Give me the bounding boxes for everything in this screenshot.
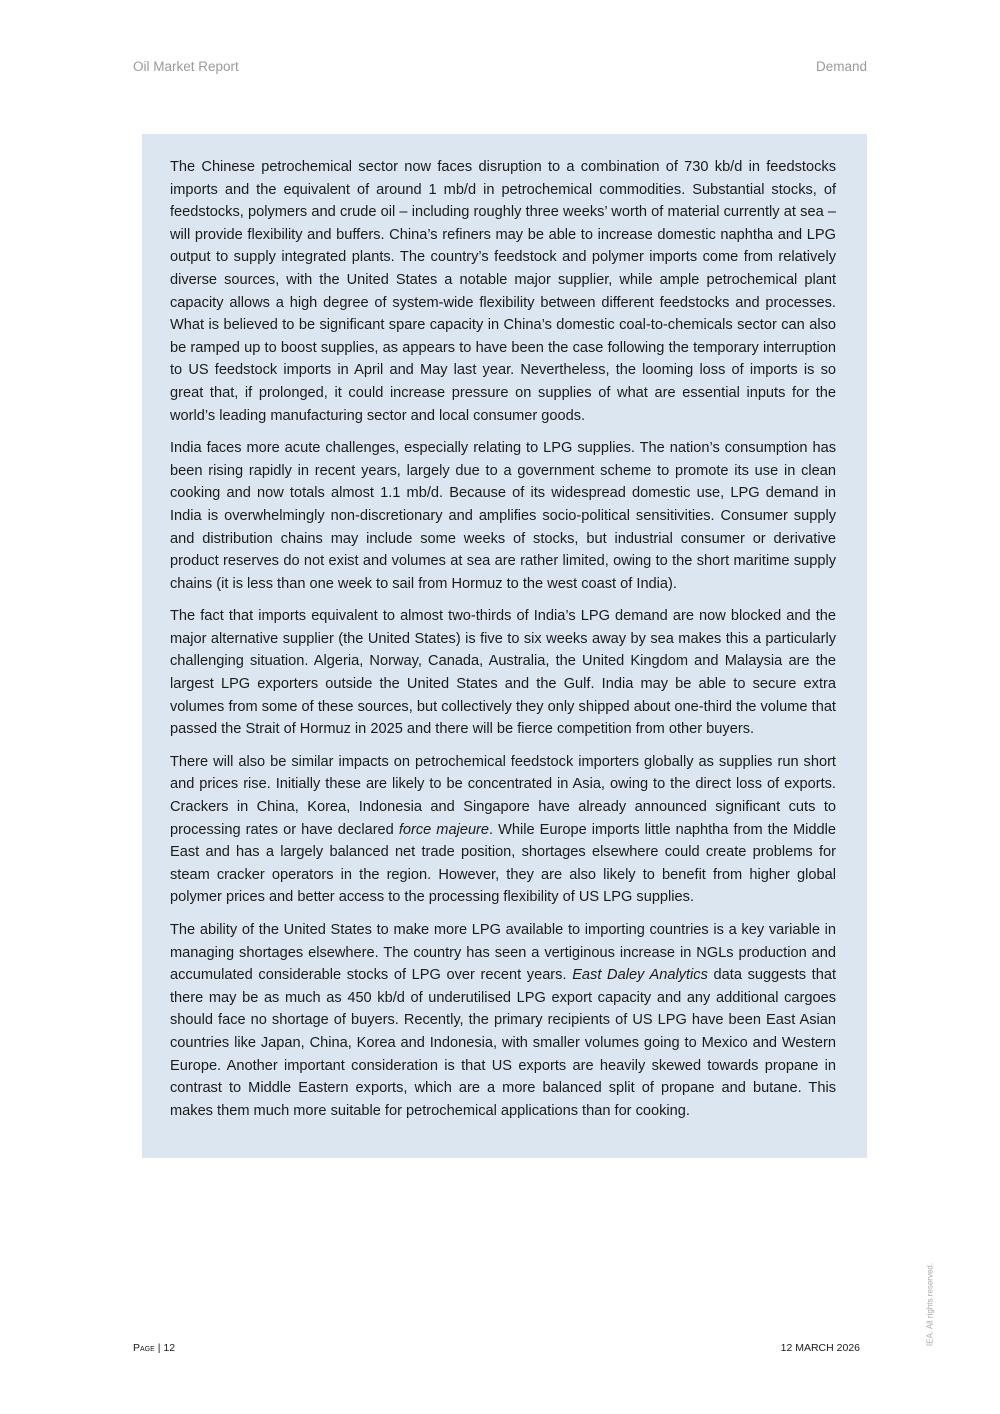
- rights-notice: IEA. All rights reserved.: [925, 1262, 935, 1347]
- highlight-box: [142, 134, 867, 1158]
- paragraph-text: The ability of the United States to make more LPG available to importing countries is a key variable in managing shortages elsewhere. The country has seen a vertiginous increase in NGLs production and accumulated considerable stocks of LPG over recent years.: [170, 922, 836, 984]
- report-title: Oil Market Report: [133, 59, 239, 74]
- page-number: [133, 1342, 175, 1354]
- paragraph-text: . While Europe imports little naphtha from the Middle East and has a largely balanced net trade position, shortages elsewhere could create problems for steam cracker operators in the region. However, they are also likely to benefit from higher global polymer prices and better access to the processing flexibility of US LPG supplies.: [170, 821, 836, 906]
- italic-term: force majeure: [398, 821, 490, 838]
- page-number-value: 12: [163, 1342, 176, 1354]
- paragraph-india-imports: The fact that imports equivalent to almost two-thirds of India’s LPG demand are now blocked and the major alternative supplier (the United States) is five to six weeks away by sea makes this a particularly challenging situation. Algeria, Norway, Canada, Australia, the United Kingdom and Malaysia are the largest LPG exporters outside the United States and the Gulf. India may be able to secure extra volumes from some of these sources, but collectively they only shipped about one-third the volume that passed the Strait of Hormuz in 2025 and there will be fierce competition from other buyers.: [170, 608, 836, 738]
- page-separator: |: [154, 1342, 164, 1354]
- paragraph-china: The Chinese petrochemical sector now faces disruption to a combination of 730 kb/d in feedstocks imports and the equivalent of around 1 mb/d in petrochemical commodities. Substantial stocks, of feedstocks, polymers and crude oil – including roughly three weeks’ worth of material currently at sea – will provide flexibility and buffers. China’s refiners may be able to increase domestic naphtha and LPG output to supply integrated plants. The country’s feedstock and polymer imports come from relatively diverse sources, with the United States a notable major supplier, while ample petrochemical plant capacity allows a high degree of system-wide flexibility between different feedstocks and processes. What is believed to be significant spare capacity in China’s domestic coal-to-chemicals sector can also be ramped up to boost supplies, as appears to have been the case following the temporary interruption to US feedstock imports in April and May last year. Nevertheless, the looming loss of imports is so great that, if prolonged, it could increase pressure on supplies of what are essential inputs for the world’s leading manufacturing sector and local consumer goods.: [170, 159, 836, 424]
- paragraph-us-lpg: [170, 919, 836, 1122]
- report-date: 12 MARCH 2026: [780, 1342, 860, 1354]
- paragraph-text: data suggests that there may be as much as 450 kb/d of underutilised LPG export capacity and any additional cargoes should face no shortage of buyers. Recently, the primary recipients of US LPG have been East Asian countries like Japan, China, Korea and Indonesia, with smaller volumes going to Mexico and Western Europe. Another important consideration is that US exports are heavily skewed towards propane in contrast to Middle Eastern exports, which are a more balanced split of propane and butane. This makes them much more suitable for petrochemical applications than for cooking.: [170, 967, 837, 1119]
- page-label: Page: [133, 1342, 155, 1354]
- italic-source: East Daley Analytics: [572, 967, 708, 984]
- paragraph-india: India faces more acute challenges, especially relating to LPG supplies. The nation’s consumption has been rising rapidly in recent years, largely due to a government scheme to promote its use in clean cooking and now totals almost 1.1 mb/d. Because of its widespread domestic use, LPG demand in India is overwhelmingly non-discretionary and amplifies socio-political sensitivities. Consumer supply and distribution chains may include some weeks of stocks, but industrial consumer or derivative product reserves do not exist and volumes at sea are rather limited, owing to the short maritime supply chains (it is less than one week to sail from Hormuz to the west coast of India).: [170, 440, 836, 592]
- paragraph-text: There will also be similar impacts on petrochemical feedstock importers globally as supplies run short and prices rise. Initially these are likely to be concentrated in Asia, owing to the direct loss of exports. Crackers in China, Korea, Indonesia and Singapore have already announced significant cuts to processing rates or have declared: [170, 753, 836, 838]
- section-title: Demand: [815, 59, 867, 74]
- paragraph-feedstock-importers: [170, 751, 836, 909]
